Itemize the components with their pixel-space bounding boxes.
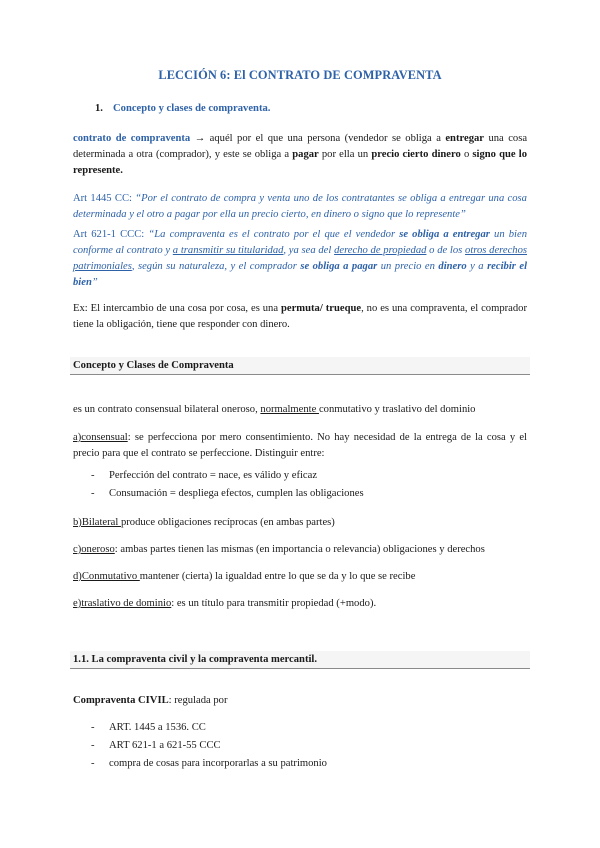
section-box-concepto	[70, 357, 530, 375]
bullet-dash: -	[91, 758, 95, 769]
list-item: - ART 621-1 a 621-55 CCC	[91, 737, 531, 755]
section-box-title: 1.1. La compraventa civil y la compraventa mercantil.	[73, 654, 318, 665]
list-item: - Perfección del contrato = nace, es válido y eficaz	[91, 467, 531, 485]
heading-concepto	[95, 101, 525, 117]
consensual-paragraph: a)consensual: se perfecciona por mero consentimiento. No hay necesidad de la entrega de la cosa y el precio para que el contrato se perfeccione. Distinguir entre:	[73, 432, 527, 459]
art-621-quote: Art 621-1 CCC: “La compraventa es el contrato por el que el vendedor se obliga a entregar un bien conforme al contrato y a transmitir su titularidad, ya sea del derecho de propiedad o de los otros derechos patrimoniales, según su naturaleza, y el comprador se obliga a pagar un precio en dinero y a recibir el bien”	[73, 229, 528, 288]
example-paragraph: Ex: El intercambio de una cosa por cosa, es una permuta/ trueque, no es una compraventa, el comprador tiene la obligación, tiene que responder con dinero.	[73, 303, 527, 330]
civil-list	[91, 719, 531, 773]
heading-text: Concepto y clases de compraventa.	[113, 103, 271, 114]
bullet-dash: -	[91, 470, 95, 481]
conmutativo-paragraph: d)Conmutativo mantener (cierta) la igualdad entre lo que se da y lo que se recibe	[73, 571, 416, 582]
bullet-dash: -	[91, 740, 95, 751]
arrow-glyph: →	[194, 133, 206, 144]
page-title: LECCIÓN 6: El CONTRATO DE COMPRAVENTA	[158, 68, 442, 82]
civil-paragraph: Compraventa CIVIL: regulada por	[73, 695, 228, 706]
intro-paragraph: es un contrato consensual bilateral oneroso, normalmente conmutativo y traslativo del dominio	[73, 404, 476, 415]
list-item: - compra de cosas para incorporarlas a su patrimonio	[91, 755, 531, 773]
bullet-dash: -	[91, 722, 95, 733]
art-1445-ref: Art 1445 CC:	[73, 193, 136, 204]
bullet-dash: -	[91, 488, 95, 499]
bilateral-paragraph: b)Bilateral produce obligaciones recíprocas (en ambas partes)	[73, 517, 335, 528]
definition-term: contrato de compraventa	[73, 133, 191, 144]
list-item: - Consumación = despliega efectos, cumplen las obligaciones	[91, 485, 531, 503]
oneroso-paragraph: c)oneroso: ambas partes tienen las mismas (en importancia o relevancia) obligaciones y derechos	[73, 544, 485, 555]
art-621-ref: Art 621-1 CCC:	[73, 229, 149, 240]
traslativo-paragraph: e)traslativo de dominio: es un título para transmitir propiedad (+modo).	[73, 598, 377, 609]
art-1445-text: “Por el contrato de compra y venta uno de los contratantes se obliga a entregar una cosa determinada y el otro a pagar por ella un precio cierto, en dinero o signo que lo represente”	[73, 193, 527, 220]
section-box-civil-mercantil	[70, 651, 530, 669]
heading-number: 1.	[95, 103, 103, 114]
definition-paragraph: contrato de compraventa → aquél por el que una persona (vendedor se obliga a entregar una cosa determinada a otra (comprador), y este se obliga a pagar por ella un precio cierto dinero o signo que lo represente.	[73, 133, 528, 176]
consensual-list	[91, 467, 531, 503]
list-item: - ART. 1445 a 1536. CC	[91, 719, 531, 737]
section-box-title: Concepto y Clases de Compraventa	[73, 360, 234, 371]
art-1445-quote	[73, 191, 527, 223]
